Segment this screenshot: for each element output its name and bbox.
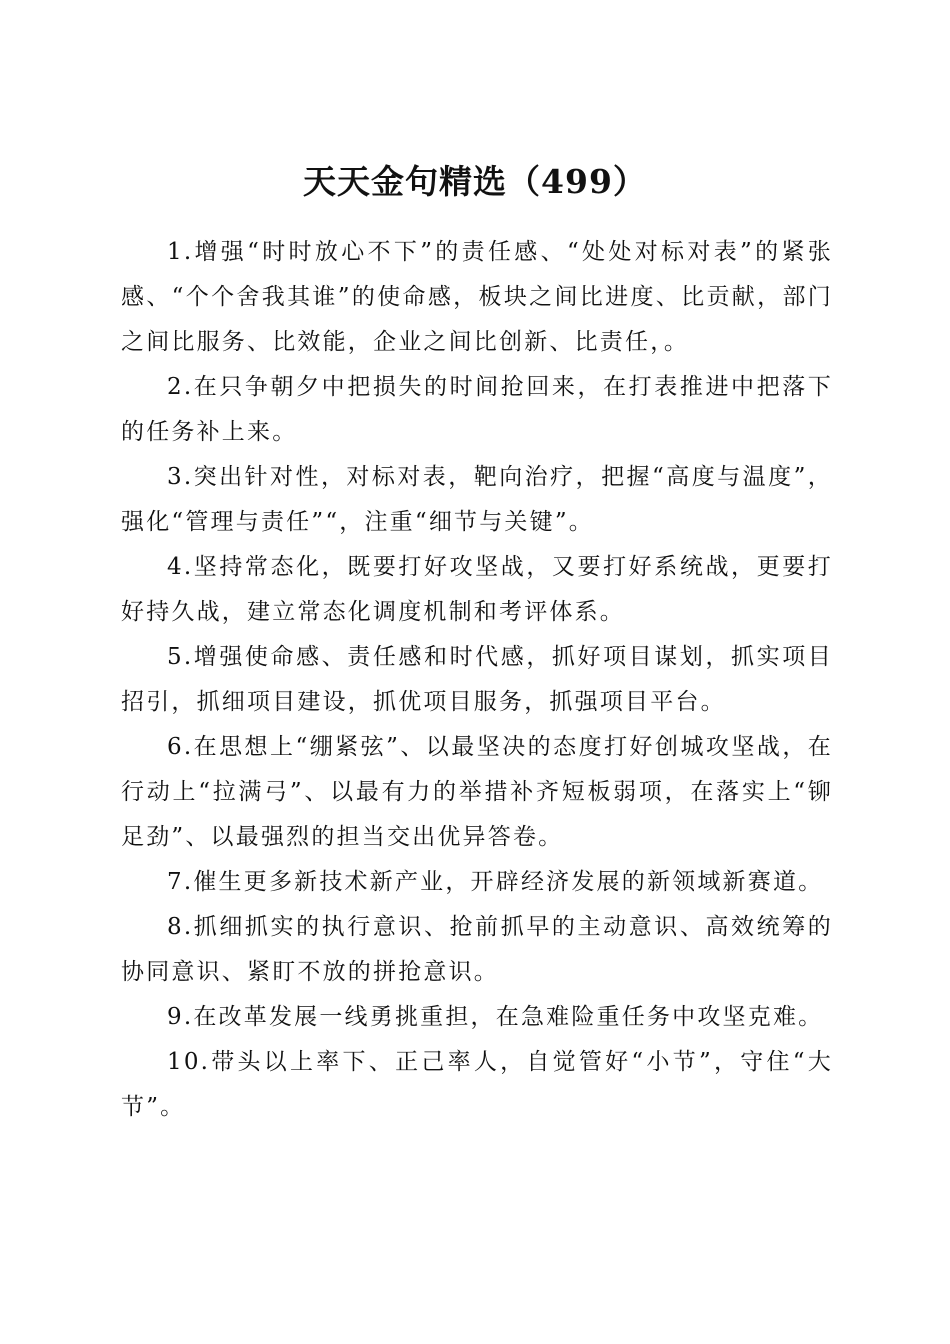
quote-item-2: 2.在只争朝夕中把损失的时间抢回来，在打表推进中把落下的任务补上来。: [121, 374, 833, 445]
quote-item-6: 6.在思想上“绷紧弦”、以最坚决的态度打好创城攻坚战，在行动上“拉满弓”、以最有力的举措补齐短板弱项，在落实上“铆足劲”、以最强烈的担当交出优异答卷。: [121, 734, 833, 850]
quote-item-4: 4.坚持常态化，既要打好攻坚战，又要打好系统战，更要打好持久战，建立常态化调度机制和考评体系。: [121, 554, 833, 625]
quote-item-3: 3.突出针对性，对标对表，靶向治疗，把握“高度与温度”，强化“管理与责任”“，注重“细节与关键”。: [121, 464, 833, 535]
quote-item-10: 10.带头以上率下、正己率人，自觉管好“小节”，守住“大节”。: [121, 1049, 833, 1120]
quote-item-7: 7.催生更多新技术新产业，开辟经济发展的新领域新赛道。: [167, 869, 824, 895]
quote-item-9: 9.在改革发展一线勇挑重担，在急难险重任务中攻坚克难。: [167, 1004, 824, 1030]
document-title: 天天金句精选（499）: [303, 162, 647, 202]
quote-item-8: 8.抓细抓实的执行意识、抢前抓早的主动意识、高效统筹的协同意识、紧盯不放的拼抢意识。: [121, 914, 833, 985]
document-body: [121, 230, 833, 1130]
quote-item-5: 5.增强使命感、责任感和时代感，抓好项目谋划，抓实项目招引，抓细项目建设，抓优项目服务，抓强项目平台。: [121, 644, 833, 715]
quote-item-1: 1.增强“时时放心不下”的责任感、“处处对标对表”的紧张感、“个个舍我其谁”的使命感，板块之间比进度、比贡献，部门之间比服务、比效能，企业之间比创新、比责任，。: [121, 239, 833, 355]
